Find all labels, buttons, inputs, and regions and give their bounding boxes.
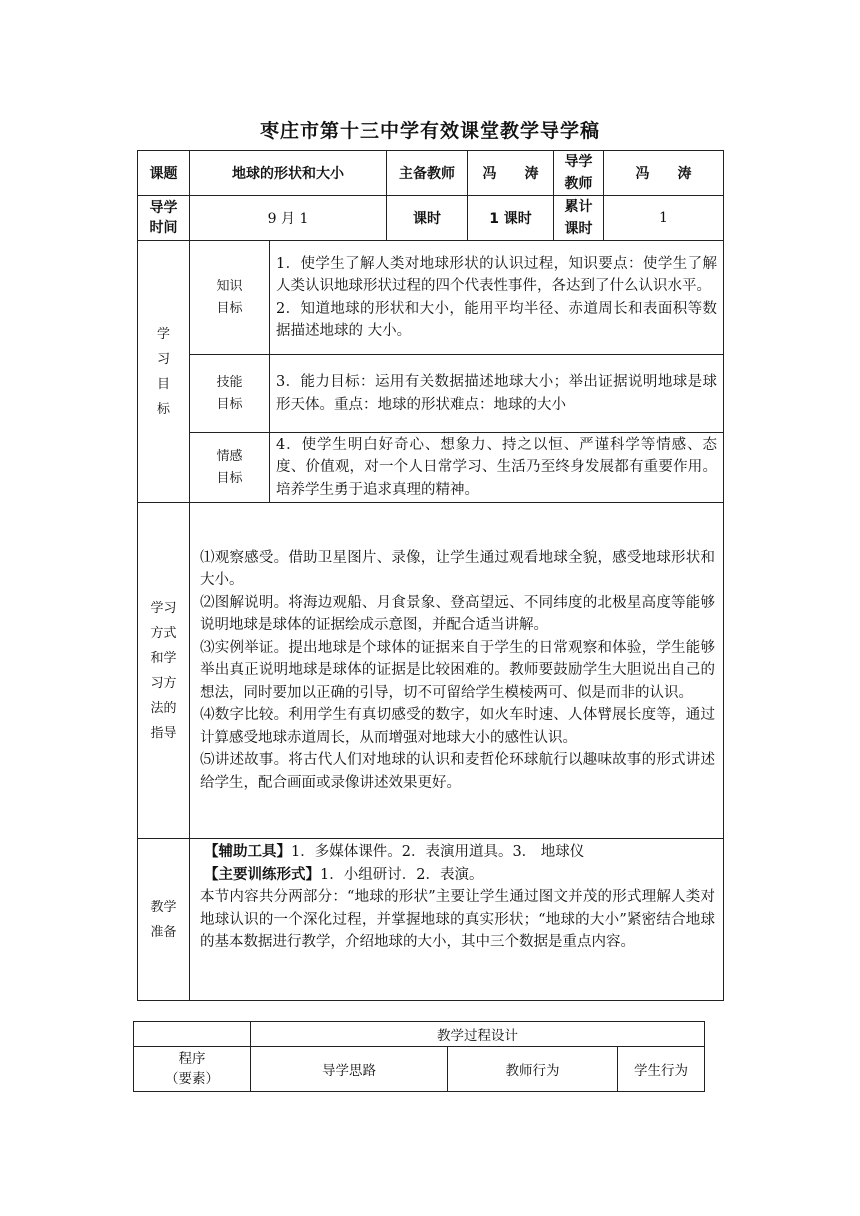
method-item: ⑶实例举证。提出地球是个球体的证据来自于学生的日常观察和体验，学生能够举出真正说明地球是球体的证据是比较困难的。教师要鼓励学生大胆说出自己的想法，同时要加以正确的引导，切不可留给学生模棱两可、似是而非的认识。 <box>200 639 715 701</box>
period-label: 课时 <box>387 196 468 241</box>
topic-value: 地球的形状和大小 <box>190 151 387 196</box>
time-value: 9 月 1 <box>190 196 387 241</box>
method-item: ⑷数字比较。利用学生有真切感受的数字，如火车时速、人体臂展长度等，通过计算感受地球赤道周长，从而增强对地球大小的感性认识。 <box>200 707 715 746</box>
col-procedure: 程序 （要素） <box>134 1047 251 1092</box>
header-row <box>138 151 724 196</box>
prep-text <box>190 839 724 1001</box>
knowledge-objective-row <box>138 241 724 355</box>
knowledge-objective-text: 1．使学生了解人类对地球形状的认识过程，知识要点：使学生了解人类认识地球形状过程的四个代表性事件，各达到了什么认识水平。 2．知道地球的形状和大小，能用平均半径、赤道周长和表面积等数据描述地球的 大小。 <box>270 241 724 355</box>
tools-text: 1．多媒体课件。2．表演用道具。3． 地球仪 <box>291 844 585 860</box>
time-row <box>138 196 724 241</box>
prep-row <box>138 839 724 1001</box>
process-title-row <box>134 1022 705 1047</box>
total-periods-value: 1 <box>604 196 724 241</box>
topic-label: 课题 <box>138 151 190 196</box>
time-label: 导学 时间 <box>138 196 190 241</box>
main-teacher-label: 主备教师 <box>387 151 468 196</box>
skill-objective-text: 3．能力目标：运用有关数据描述地球大小；举出证据说明地球是球形天体。重点：地球的形状难点：地球的大小 <box>270 355 724 433</box>
lesson-plan-table <box>137 150 724 1001</box>
skill-objective-row <box>138 355 724 433</box>
methods-label: 学习 方式 和学 习方 法的 指导 <box>138 503 190 839</box>
method-item: ⑵图解说明。将海边观船、月食景象、登高望远、不同纬度的北极星高度等能够说明地球是球体的证据绘成示意图，并配合适当讲解。 <box>200 594 715 634</box>
document-title: 枣庄市第十三中学有效课堂教学导学稿 <box>259 120 600 142</box>
prep-label: 教学 准备 <box>138 839 190 1001</box>
emotion-objective-text: 4．使学生明白好奇心、想象力、持之以恒、严谨科学等情感、态度、价值观，对一个人日常学习、生活乃至终身发展都有重要作用。培养学生勇于追求真理的精神。 <box>270 433 724 503</box>
methods-row <box>138 503 724 839</box>
forms-text: 1．小组研讨．2．表演。 <box>320 866 484 883</box>
process-table-title: 教学过程设计 <box>251 1022 705 1047</box>
method-item: ⑸讲述故事。将古代人们对地球的认识和麦哲伦环球航行以趣味故事的形式讲述给学生，配合画面或录像讲述效果更好。 <box>200 752 715 791</box>
emotion-objective-label: 情感 目标 <box>190 433 270 503</box>
col-teacher: 教师行为 <box>448 1047 618 1092</box>
guide-teacher-label: 导学 教师 <box>554 151 604 196</box>
prep-summary: 本节内容共分两部分：“地球的形状”主要让学生通过图文并茂的形式理解人类对地球认识的一个深化过程，并掌握地球的真实形状；“地球的大小”紧密结合地球的基本数据进行教学，介绍地球的大小，其中三个数据是重点内容。 <box>200 889 715 950</box>
objectives-label: 学 习 目 标 <box>138 241 190 503</box>
tools-heading: 【辅助工具】 <box>204 843 291 860</box>
method-item: ⑴观察感受。借助卫星图片、录像，让学生通过观看地球全貌，感受地球形状和大小。 <box>200 549 715 589</box>
col-student: 学生行为 <box>618 1047 705 1092</box>
main-teacher-value: 冯 涛 <box>468 151 554 196</box>
total-periods-label: 累计 课时 <box>554 196 604 241</box>
skill-objective-label: 技能 目标 <box>190 355 270 433</box>
guide-teacher-value: 冯 涛 <box>604 151 724 196</box>
emotion-objective-row <box>138 433 724 503</box>
methods-text <box>190 503 724 839</box>
col-guide: 导学思路 <box>251 1047 448 1092</box>
teaching-process-table <box>133 1021 705 1092</box>
process-header-row <box>134 1047 705 1092</box>
knowledge-objective-label: 知识 目标 <box>190 241 270 355</box>
forms-heading: 【主要训练形式】 <box>204 865 320 883</box>
period-value: 1 课时 <box>468 196 554 241</box>
